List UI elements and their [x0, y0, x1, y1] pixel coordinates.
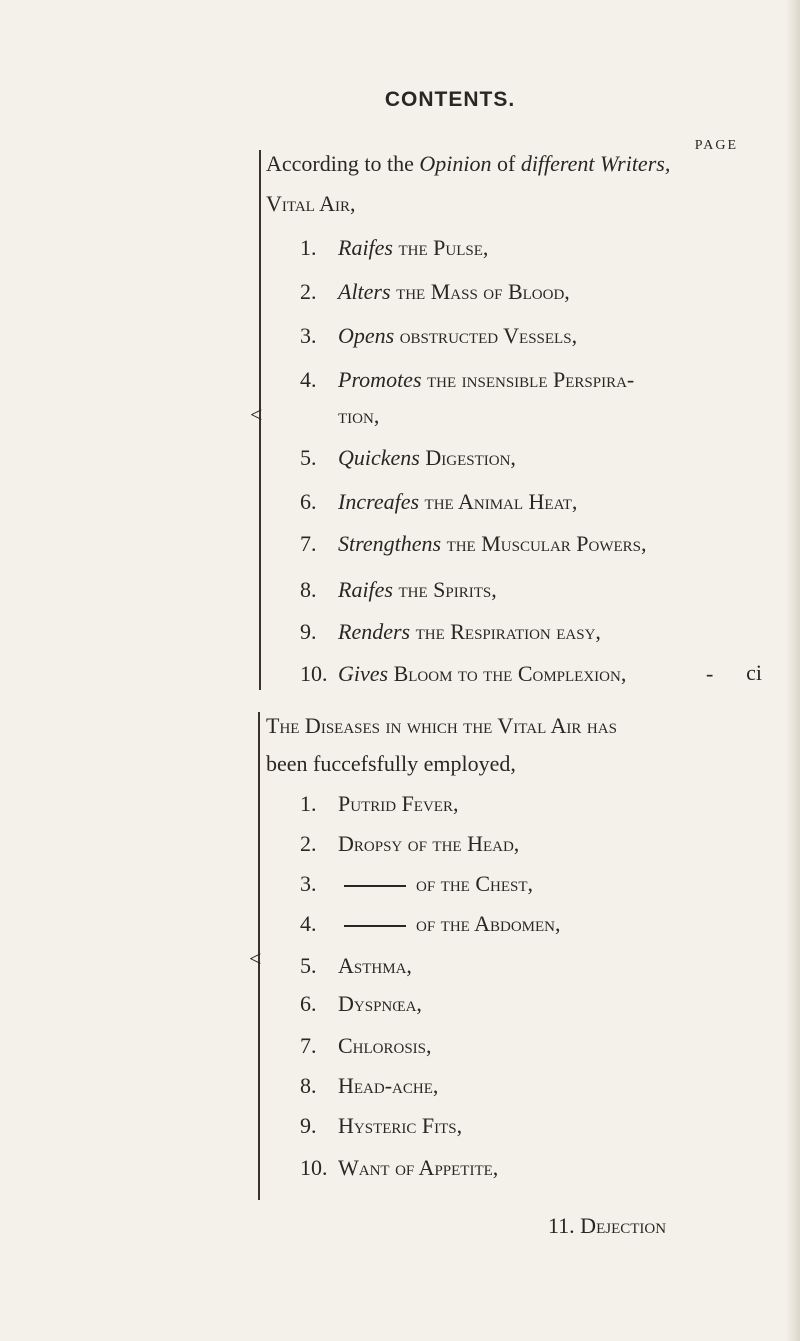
item-text: Head-ache, [338, 1073, 439, 1098]
item-number: 9. [300, 1113, 317, 1138]
item-text: obstructed Vessels, [394, 323, 578, 348]
item-verb: Strengthens [338, 531, 442, 556]
section1-item [300, 278, 570, 306]
item-text: tion, [338, 403, 380, 428]
item-number: 6. [300, 489, 317, 514]
item-number: 10. [300, 1155, 328, 1180]
item-number: 5. [300, 445, 317, 470]
section1-item [300, 660, 626, 688]
section2-item [300, 910, 561, 938]
item-verb: Gives [338, 661, 389, 686]
item-text: the Muscular Powers, [441, 531, 647, 556]
item-text: the Mass of Blood, [390, 279, 570, 304]
page-ref: ci [746, 660, 762, 685]
item-text: Dyspnœa, [338, 991, 422, 1016]
item-number: 5. [300, 953, 317, 978]
running-head: CONTENTS. [384, 88, 516, 111]
catchword: 11. Dejection [548, 1213, 667, 1238]
item-text: of the Chest, [416, 871, 534, 896]
item-number: 2. [300, 279, 317, 304]
section2-item [300, 1154, 498, 1182]
section2-item [300, 1072, 438, 1100]
ditto-rule [344, 885, 406, 887]
section2-item [300, 830, 519, 858]
item-number: 7. [300, 1033, 317, 1058]
section1-subject: Vital Air, [266, 191, 356, 216]
item-verb: Renders [338, 619, 411, 644]
section1-item [300, 234, 488, 262]
item-text: Bloom to the Complexion, [388, 661, 627, 686]
item-number: 2. [300, 831, 317, 856]
item-verb: Alters [338, 279, 391, 304]
item-text: Hysteric Fits, [338, 1113, 463, 1138]
section1-item [300, 322, 577, 350]
section2-item [300, 1112, 462, 1140]
item-number: 10. [300, 661, 328, 686]
section1-item [300, 444, 516, 472]
item-text: Asthma, [338, 953, 412, 978]
section2-brace-tip: < [249, 946, 262, 971]
section1-intro: According to the Opinion of different Writers, [266, 151, 671, 176]
item-text: the insensible Perspira- [421, 367, 635, 392]
item-text: Chlorosis, [338, 1033, 432, 1058]
section1-item [300, 488, 577, 516]
item-number: 1. [300, 235, 317, 260]
item-number: 7. [300, 531, 317, 556]
section1-item [300, 576, 497, 604]
item-number: 9. [300, 619, 317, 644]
item-number: 4. [300, 367, 317, 392]
item-text: Digestion, [419, 445, 516, 470]
section1-item [300, 618, 601, 646]
item-verb: Opens [338, 323, 395, 348]
page-edge-shadow [786, 0, 800, 1341]
section2-item [300, 952, 412, 980]
section2-item [300, 870, 533, 898]
item-text: of the Abdomen, [416, 911, 561, 936]
section1-item [300, 366, 634, 394]
section2-item [300, 1032, 432, 1060]
section1-item [338, 402, 379, 430]
item-text: the Pulse, [393, 235, 489, 260]
item-verb: Raifes [338, 235, 393, 260]
section2-item [300, 790, 458, 818]
item-verb: Increafes [338, 489, 420, 514]
item-text: Want of Appetite, [338, 1155, 499, 1180]
ditto-rule [344, 925, 406, 927]
page-ref-leader: - [706, 661, 714, 686]
page-column-label: PAGE [694, 138, 738, 153]
item-text: the Spirits, [393, 577, 497, 602]
item-number: 3. [300, 871, 317, 896]
item-number: 8. [300, 577, 317, 602]
item-text: Putrid Fever, [338, 791, 459, 816]
section2-item [300, 990, 422, 1018]
section2-intro-line1: The Diseases in which the Vital Air has [266, 713, 617, 738]
item-number: 1. [300, 791, 317, 816]
item-number: 4. [300, 911, 317, 936]
item-verb: Promotes [338, 367, 422, 392]
item-number: 3. [300, 323, 317, 348]
item-verb: Raifes [338, 577, 393, 602]
section2-intro-line2: been fuccefsfully employed, [266, 751, 516, 776]
item-text: the Respiration easy, [410, 619, 601, 644]
item-verb: Quickens [338, 445, 420, 470]
item-text: the Animal Heat, [419, 489, 578, 514]
section1-item [300, 530, 647, 558]
item-number: 8. [300, 1073, 317, 1098]
item-text: Dropsy of the Head, [338, 831, 520, 856]
section1-brace-tip: < [250, 402, 263, 427]
item-number: 6. [300, 991, 317, 1016]
